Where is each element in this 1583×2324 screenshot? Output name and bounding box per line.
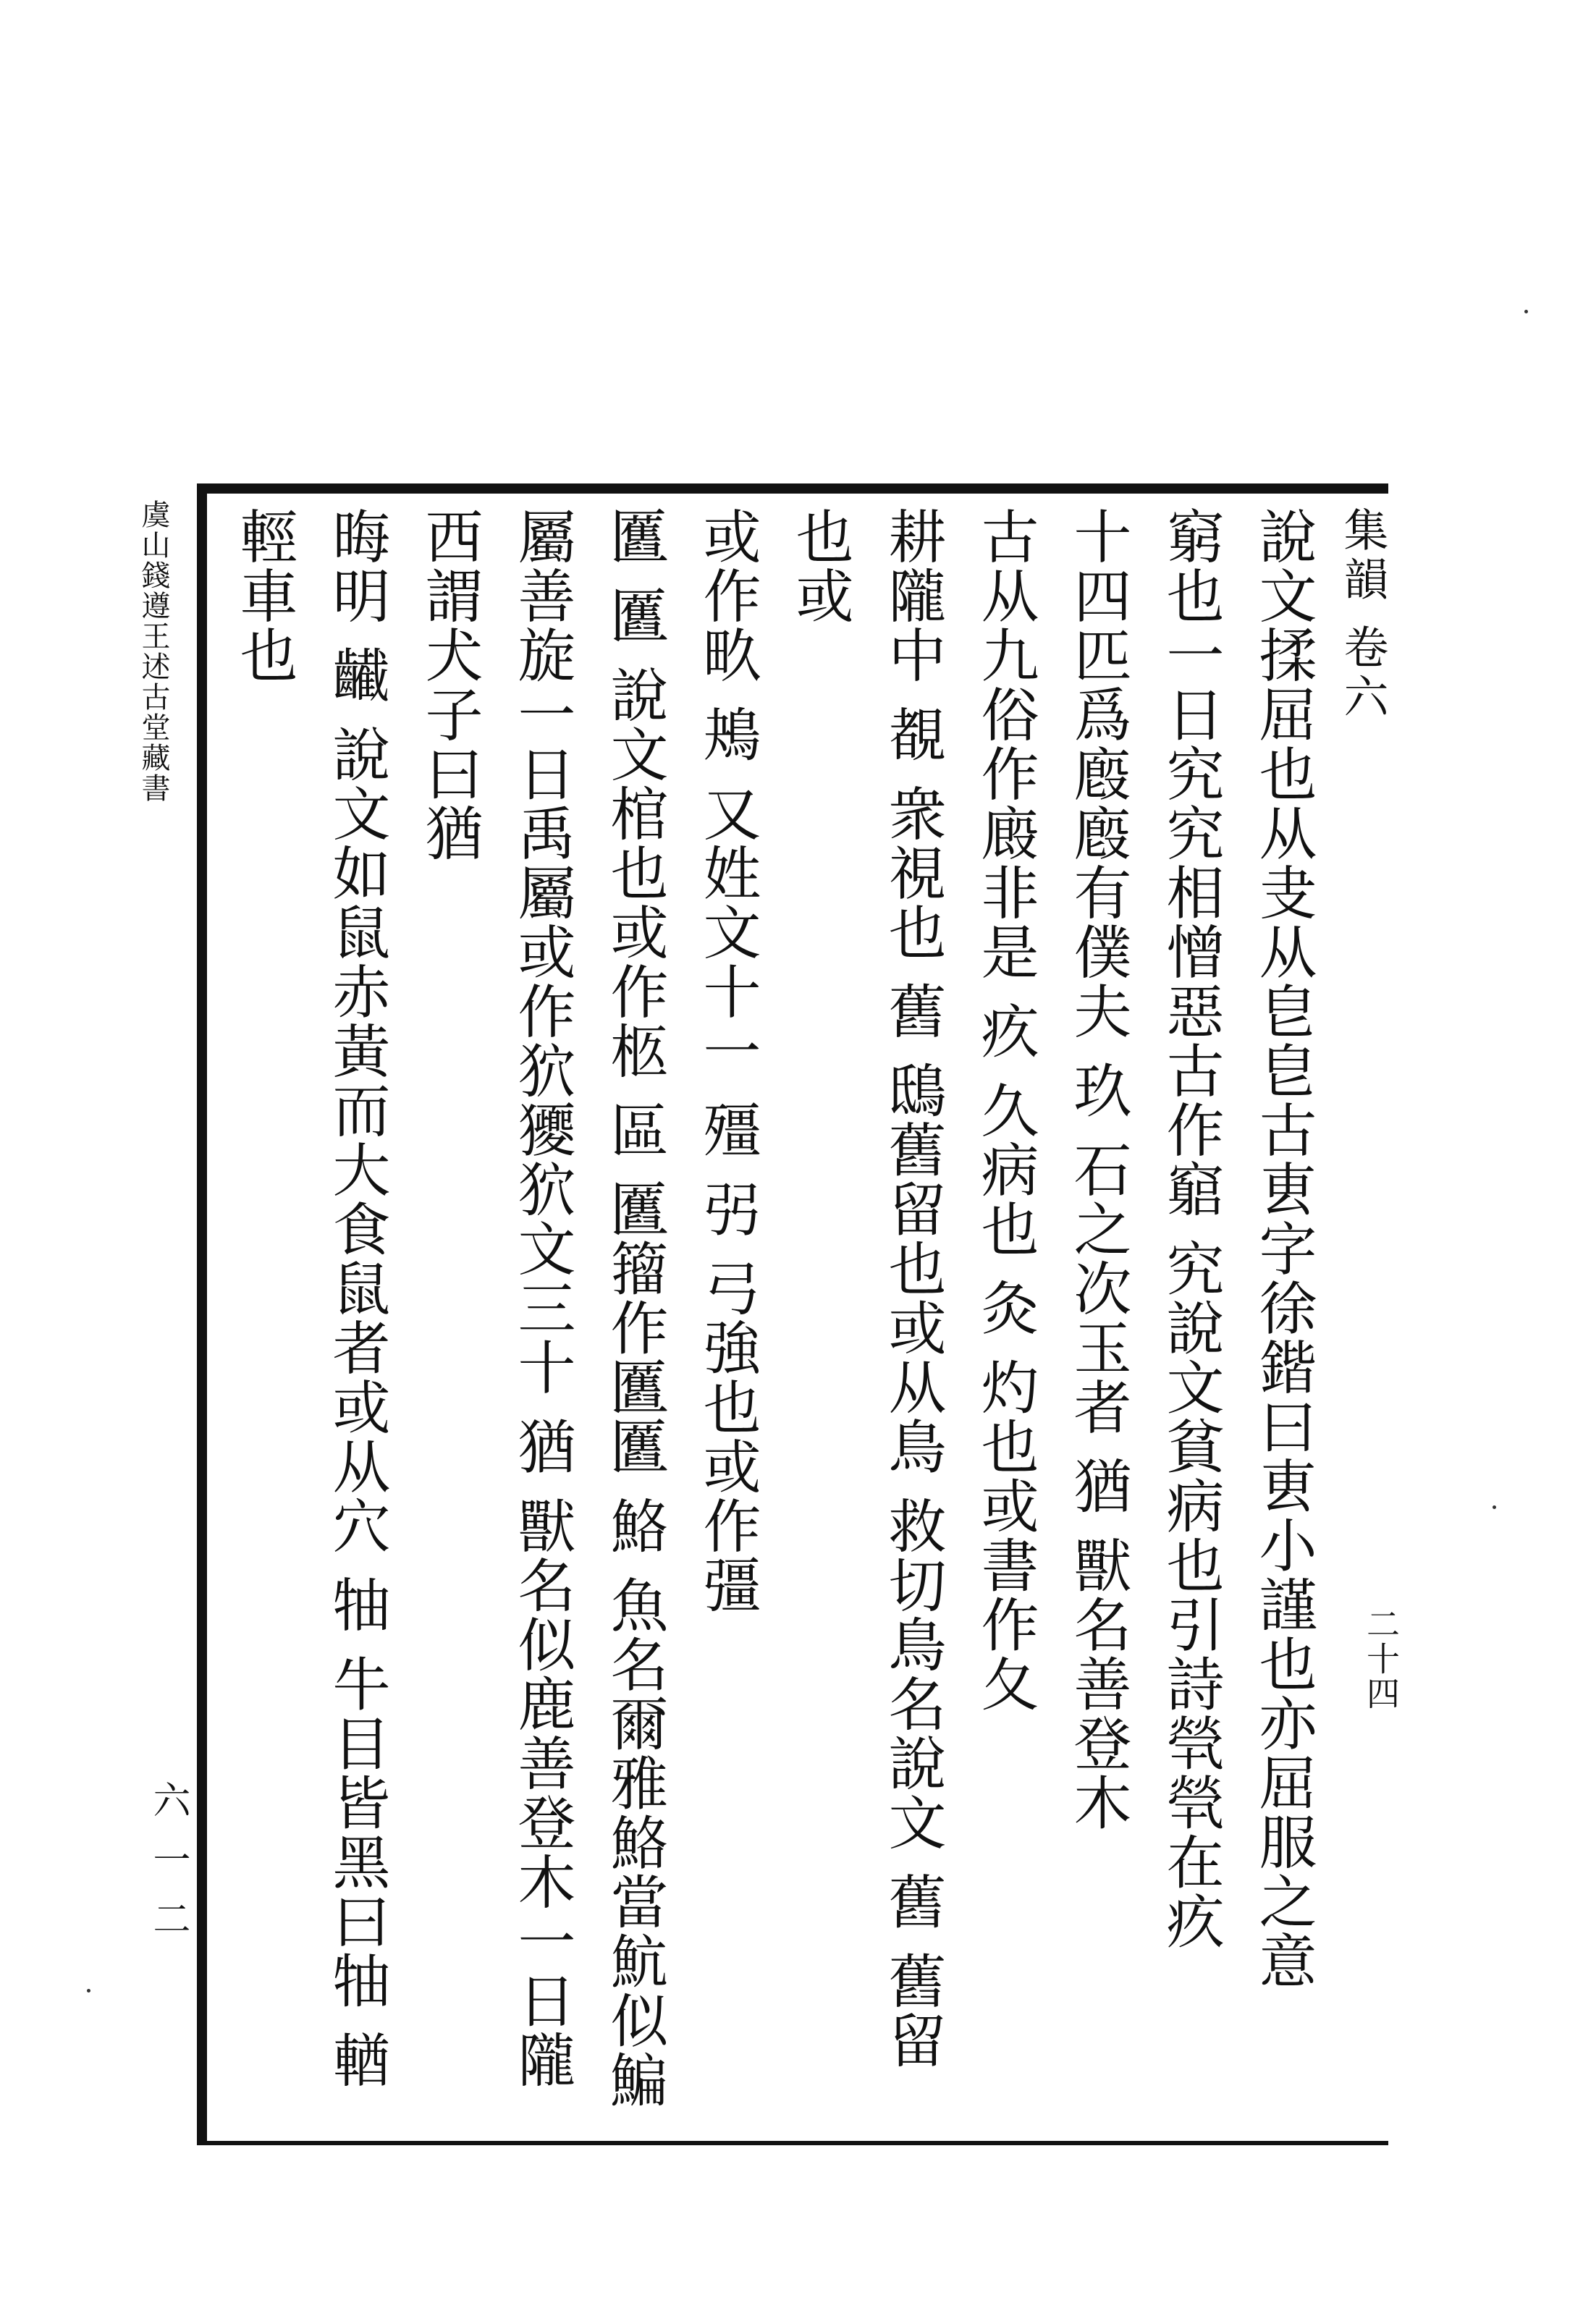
text-column: 說文揉屈也从叏从皀皀古叀字徐鍇曰叀小謹也亦屈服之意 [1249,507,1317,1990]
text-column: 耕隴中 覩 衆視也 舊 鴟舊留也或从鳥 救切鳥名說文 舊 舊留也或 [786,507,946,2071]
text-column: 屬善旋一日禹屬或作狖獿狖文三十 猶 獸名似鹿善登木一日隴西謂犬子曰猶 [415,507,575,2090]
leaf-number: 二十四 [1362,1607,1401,1711]
text-column: 或作畂 鴂 又姓文十一 殭 弜 弓強也或作彊 [693,507,761,1615]
text-column: 窮也一日究究相憎惡古作竆 究說文貧病也引詩煢煢在疚 [1157,507,1224,1951]
collection-inscription: 虞山錢遵王述古堂藏書 [137,499,170,803]
text-column: 晦明 䶪 說文如鼠赤黃而大食鼠者或从穴 牰 牛目皆黑曰牰 輶 輕車也 [230,507,390,2090]
scan-speck [1493,1505,1496,1509]
page-number: 六一二 [146,1780,190,1959]
scan-speck [1524,310,1528,313]
text-column [214,507,217,2128]
dictionary-text-columns [214,507,1329,2128]
text-column: 十四匹爲廏廏有僕夫 玖 石之次玉者 猶 獸名善登木 [1064,507,1131,1833]
text-column: 匶 匶 說文棺也或作柩 區 匶籀作匶匶 鮥 魚名爾雅鮥當魧似鯿 [601,507,668,2110]
running-head: 集韻 卷六 [1336,507,1389,722]
text-column: 古从九俗作廄非是 疚 久病也 灸 灼也或書作夂 [971,507,1039,1714]
scan-speck [87,1989,90,1993]
